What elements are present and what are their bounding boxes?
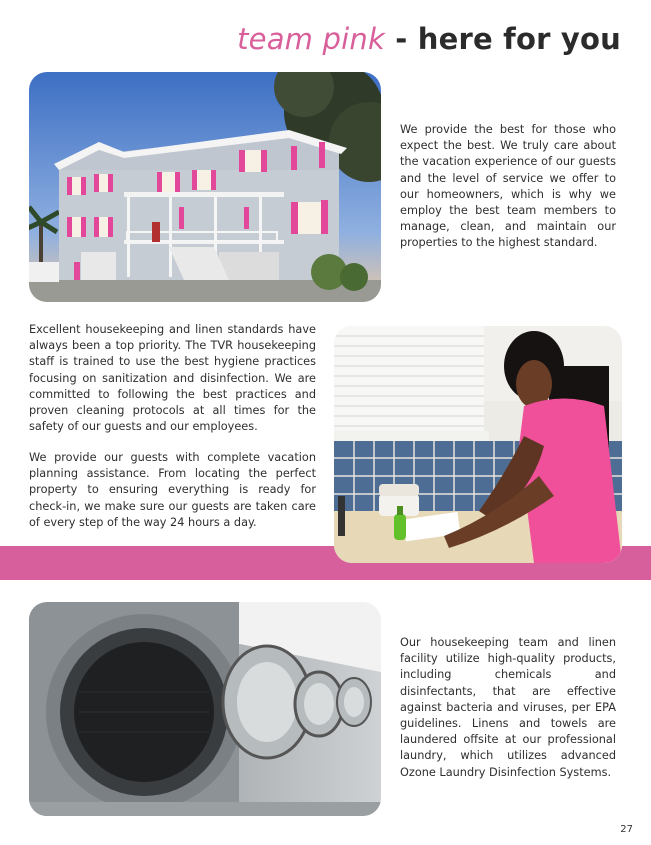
page-title [237,22,621,56]
title-rest: - here for you [384,22,621,56]
title-accent: team pink [237,22,385,56]
laundry-paragraph: Our housekeeping team and linen facility utilize high-quality products, including chemicals and disinfectants, that are effective against bacteria and viruses, per EPA guidelines. Linens and towels are laundered offsite at our professional laundry, which utilizes advanced Ozone Laundry Disinfection Systems. [400,636,616,779]
housekeeper-photo [334,326,622,563]
laundry-photo [29,602,381,816]
housekeeping-paragraph: Excellent housekeeping and linen standards have always been a top priority. The TVR housekeeping staff is trained to use the best hygiene practices focusing on sanitization and disinfection. We are committed to following the best practices and proven cleaning protocols at all times for the safety of our guests and our employees. [29,323,316,434]
page-number: 27 [620,824,633,835]
house-photo [29,72,381,302]
intro-paragraph: We provide the best for those who expect the best. We truly care about the vacation experience of our guests and the level of service we offer to our homeowners, which is why we employ the best team members to manage, clean, and maintain our properties to the highest standard. [400,123,616,250]
planning-paragraph: We provide our guests with complete vacation planning assistance. From locating the perfect property to ensuring everything is ready for check-in, we make sure our guests are taken care of every step of the way 24 hours a day. [29,451,316,529]
